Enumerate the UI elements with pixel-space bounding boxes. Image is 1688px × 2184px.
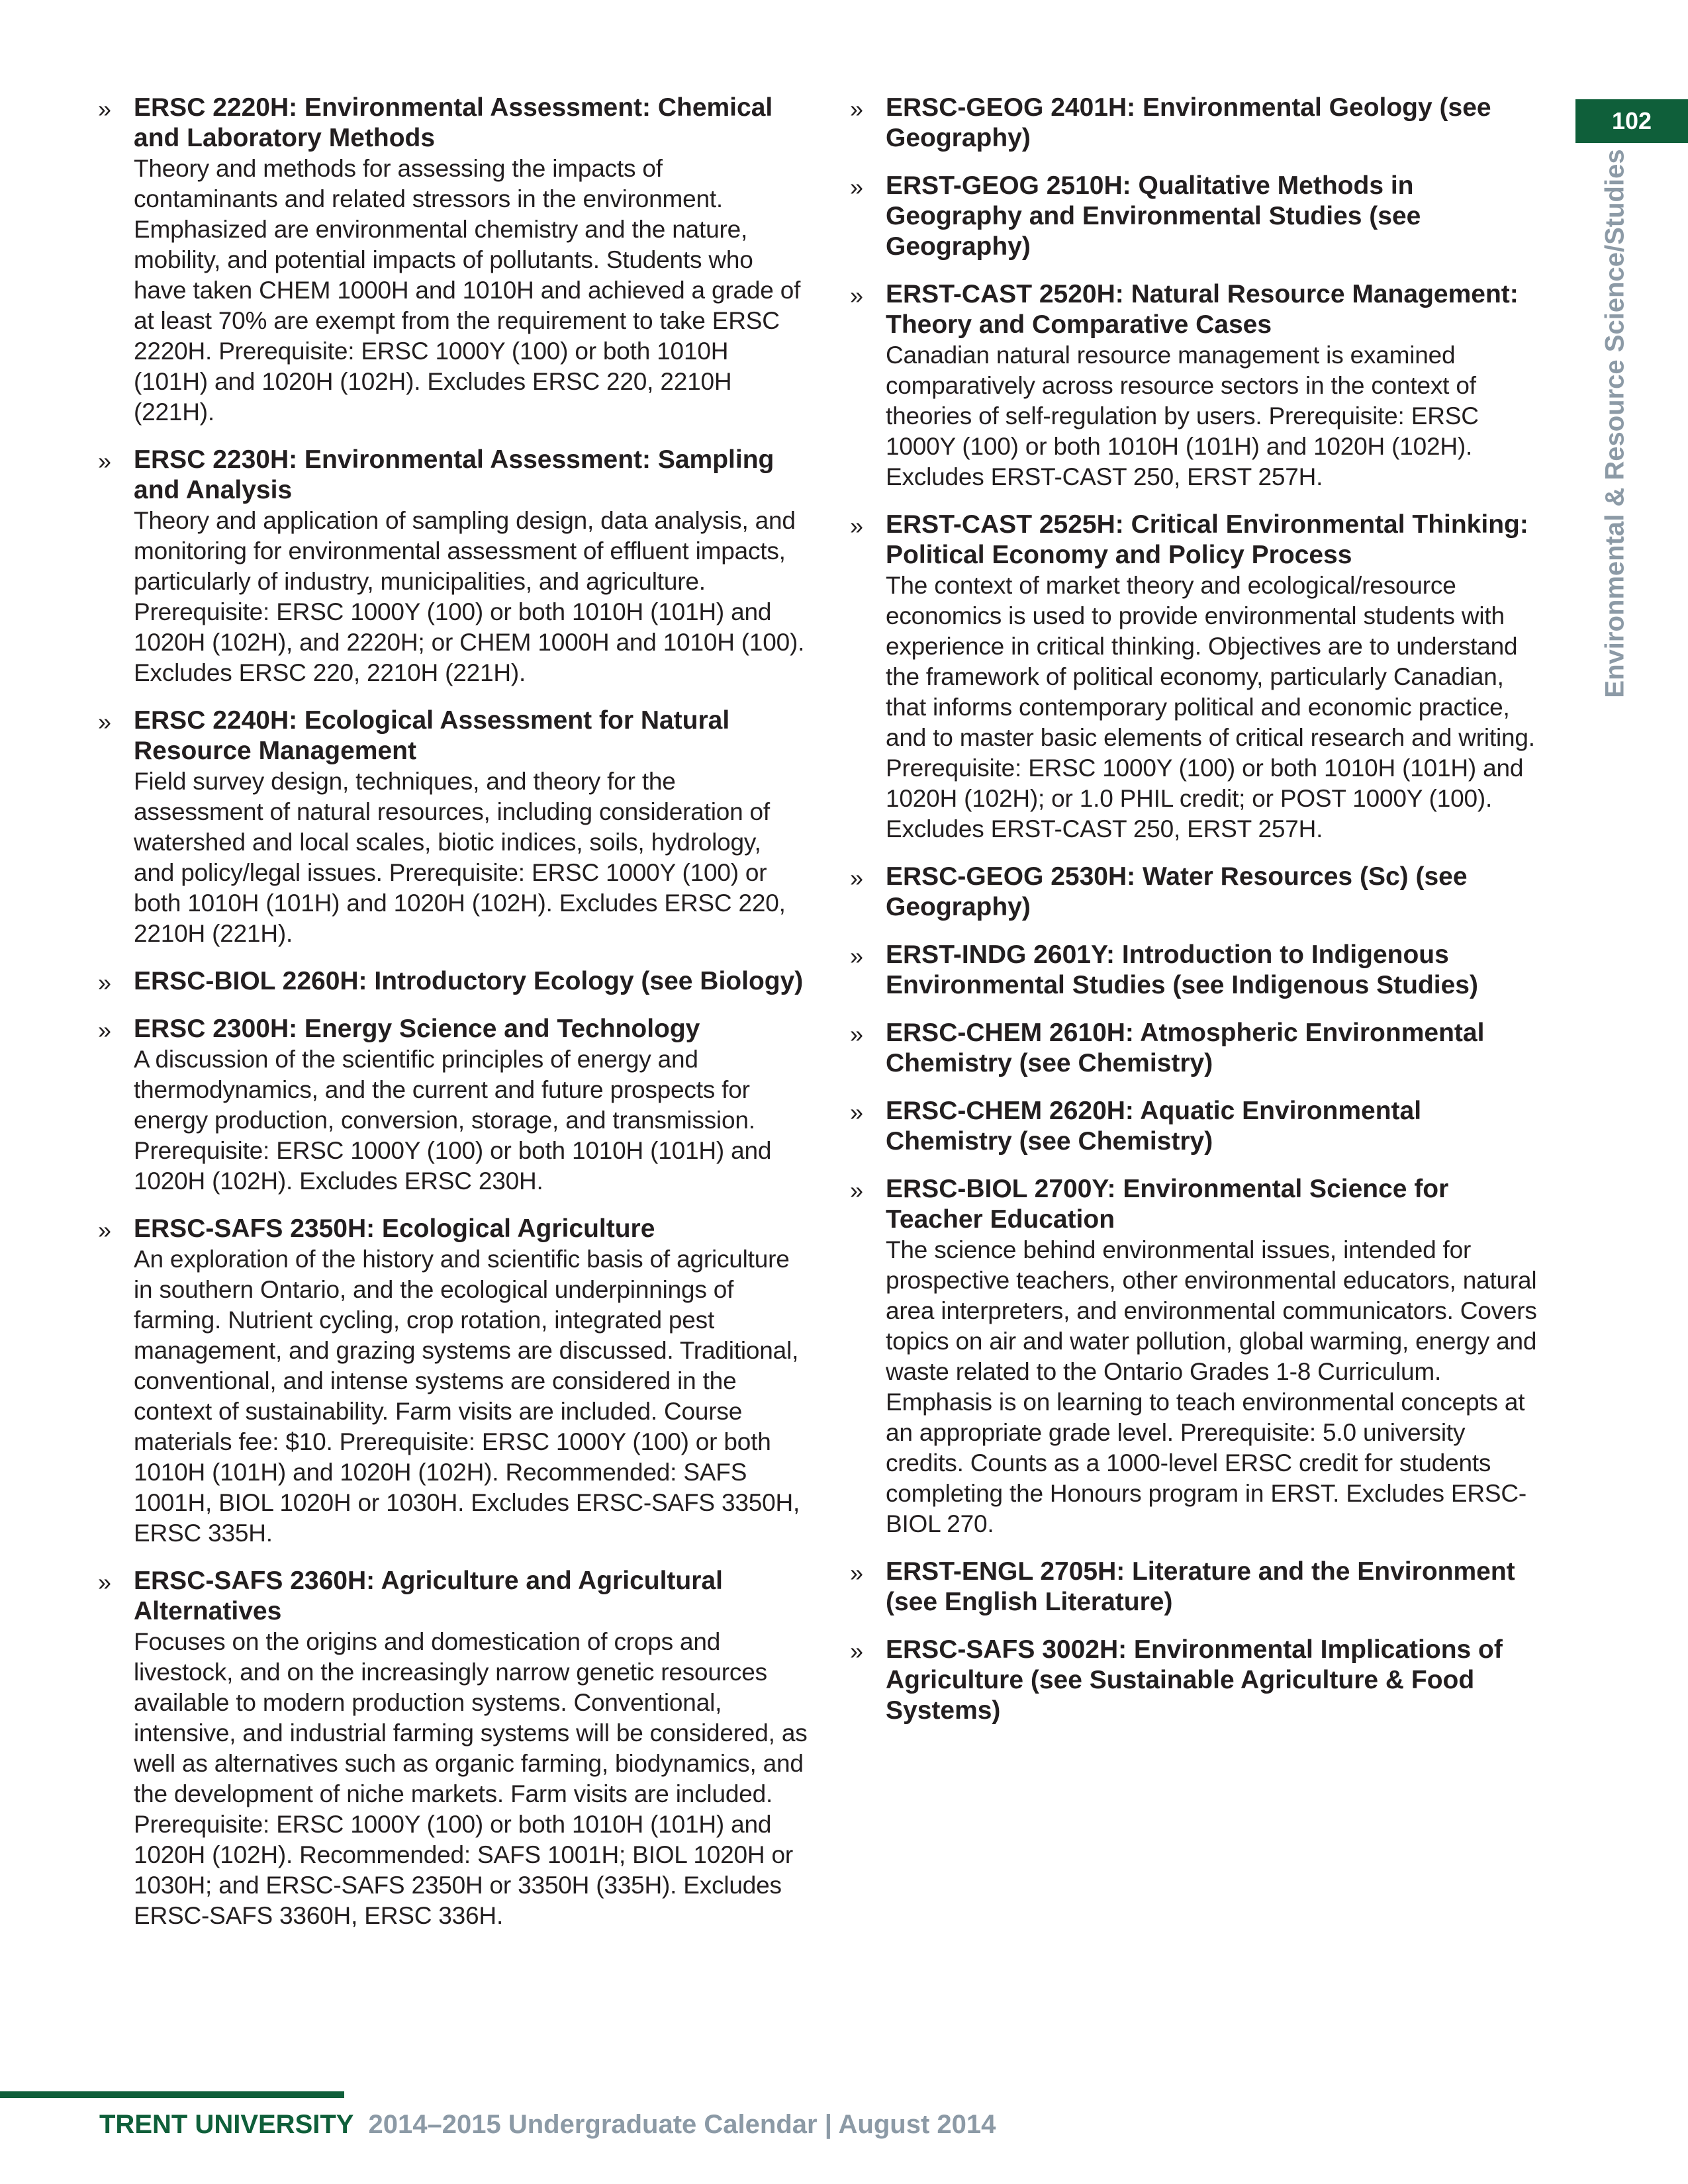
bullet-icon: » — [850, 1099, 864, 1126]
page-number-tab — [1575, 99, 1688, 143]
footer-rule — [0, 2091, 344, 2098]
course-description: Theory and methods for assessing the impacts of contaminants and related stressors in the environment. Emphasized are environmental chemistry and the nature, mobility, and potential impacts of pollutants. Students who have taken CHEM 1000H and 1010H and achieved a grade of at least 70% are exempt from the requirement to take ERSC 2220H. Prerequisite: ERSC 1000Y (100) or both 1010H (101H) and 1020H (102H). Excludes ERSC 220, 2210H (221H). — [134, 155, 801, 426]
course-title: ERST-ENGL 2705H: Literature and the Environment (see English Literature) — [886, 1557, 1515, 1616]
course-entry — [845, 279, 1546, 492]
course-description: Focuses on the origins and domestication of crops and livestock, and on the increasingly narrow genetic resources available to modern production systems. Conventional, intensive, and industrial farming systems will be considered, as well as alternatives such as organic farming, biodynamics, and the development of niche markets. Farm visits are included. Prerequisite: ERSC 1000Y (100) or both 1010H (101H) and 1020H (102H). Recommended: SAFS 1001H; BIOL 1020H or 1030H; and ERSC-SAFS 2350H or 3350H (335H). Excludes ERSC-SAFS 3360H, ERSC 336H. — [134, 1628, 808, 1929]
bullet-icon: » — [850, 1559, 864, 1586]
bullet-icon: » — [98, 1017, 112, 1044]
bullet-icon: » — [98, 95, 112, 122]
course-title: ERSC 2240H: Ecological Assessment for Natural Resource Management — [134, 706, 730, 765]
course-title: ERSC-CHEM 2620H: Aquatic Environmental Chemistry (see Chemistry) — [886, 1097, 1422, 1156]
course-entry — [93, 1214, 808, 1549]
course-entry — [845, 862, 1546, 923]
course-title: ERSC-BIOL 2260H: Introductory Ecology (see Biology) — [134, 967, 804, 995]
left-column — [93, 93, 808, 1948]
course-title: ERSC-CHEM 2610H: Atmospheric Environmental Chemistry (see Chemistry) — [886, 1019, 1485, 1077]
course-entry — [845, 940, 1546, 1001]
course-entry — [845, 171, 1546, 262]
course-title: ERST-CAST 2520H: Natural Resource Management: Theory and Comparative Cases — [886, 280, 1519, 339]
course-title: ERSC-GEOG 2530H: Water Resources (Sc) (see Geography) — [886, 862, 1468, 921]
right-column — [845, 93, 1546, 1743]
course-entry — [93, 93, 808, 428]
footer — [99, 2110, 996, 2140]
footer-calendar: 2014–2015 Undergraduate Calendar | August 2014 — [368, 2110, 996, 2139]
course-entry — [845, 1635, 1546, 1726]
course-description: The context of market theory and ecological/resource economics is used to provide environmental students with experience in critical thinking. Objectives are to understand the framework of political economy, particularly Canadian, that informs contemporary political and economic practice, and to master basic elements of critical research and writing. Prerequisite: ERSC 1000Y (100) or both 1010H (101H) and 1020H (102H); or 1.0 PHIL credit; or POST 1000Y (100). Excludes ERST-CAST 250, ERST 257H. — [886, 572, 1535, 842]
bullet-icon: » — [850, 942, 864, 970]
bullet-icon: » — [850, 864, 864, 891]
course-title: ERSC 2230H: Environmental Assessment: Sampling and Analysis — [134, 445, 774, 504]
course-title: ERSC-SAFS 3002H: Environmental Implications of Agriculture (see Sustainable Agriculture & Food Systems) — [886, 1635, 1503, 1725]
course-description: An exploration of the history and scientific basis of agriculture in southern Ontario, and the ecological underpinnings of farming. Nutrient cycling, crop rotation, integrated pest management, and grazing systems are discussed. Traditional, conventional, and intense systems are considered in the context of sustainability. Farm visits are included. Course materials fee: $10. Prerequisite: ERSC 1000Y (100) or both 1010H (101H) and 1020H (102H). Recommended: SAFS 1001H, BIOL 1020H or 1030H. Excludes ERSC-SAFS 3350H, ERSC 335H. — [134, 1246, 800, 1547]
course-title: ERSC-SAFS 2350H: Ecological Agriculture — [134, 1214, 655, 1243]
course-title: ERST-CAST 2525H: Critical Environmental Thinking: Political Economy and Policy Process — [886, 510, 1528, 569]
course-entry — [93, 705, 808, 949]
course-entry — [93, 1566, 808, 1931]
course-entry — [93, 1014, 808, 1197]
footer-university: TRENT UNIVERSITY — [99, 2110, 354, 2139]
bullet-icon: » — [98, 1216, 112, 1244]
bullet-icon: » — [98, 1569, 112, 1596]
course-title: ERSC 2300H: Energy Science and Technology — [134, 1015, 700, 1043]
course-title: ERST-INDG 2601Y: Introduction to Indigenous Environmental Studies (see Indigenous Studies) — [886, 940, 1478, 999]
course-title: ERSC 2220H: Environmental Assessment: Chemical and Laboratory Methods — [134, 93, 773, 152]
course-entry — [845, 1096, 1546, 1157]
bullet-icon: » — [850, 173, 864, 201]
course-entry — [845, 93, 1546, 154]
bullet-icon: » — [850, 1637, 864, 1664]
course-entry — [845, 510, 1546, 844]
course-entry — [845, 1174, 1546, 1539]
bullet-icon: » — [850, 1021, 864, 1048]
page-number: 102 — [1611, 107, 1652, 134]
course-entry — [93, 966, 808, 997]
course-title: ERSC-GEOG 2401H: Environmental Geology (see Geography) — [886, 93, 1491, 152]
course-description: Field survey design, techniques, and theory for the assessment of natural resources, including consideration of watershed and local scales, biotic indices, soils, hydrology, and policy/legal issues. Prerequisite: ERSC 1000Y (100) or both 1010H (101H) and 1020H (102H). Excludes ERSC 220, 2210H (221H). — [134, 768, 786, 947]
course-description: Canadian natural resource management is examined comparatively across resource sectors in the context of theories of self-regulation by users. Prerequisite: ERSC 1000Y (100) or both 1010H (101H) and 1020H (102H). Excludes ERST-CAST 250, ERST 257H. — [886, 341, 1479, 490]
section-title: Environmental & Resource Science/Studies — [1600, 149, 1630, 698]
bullet-icon: » — [98, 708, 112, 735]
course-entry — [93, 445, 808, 688]
course-description: The science behind environmental issues, intended for prospective teachers, other environmental educators, natural area interpreters, and environmental communicators. Covers topics on air and water pollution, global warming, energy and waste related to the Ontario Grades 1-8 Curriculum. Emphasis is on learning to teach environmental concepts at an appropriate grade level. Prerequisite: 5.0 university credits. Counts as a 1000-level ERSC credit for students completing the Honours program in ERST. Excludes ERSC-BIOL 270. — [886, 1236, 1537, 1537]
course-description: Theory and application of sampling design, data analysis, and monitoring for environmental assessment of effluent impacts, particularly of industry, municipalities, and agriculture. Prerequisite: ERSC 1000Y (100) or both 1010H (101H) and 1020H (102H), and 2220H; or CHEM 1000H and 1010H (100). Excludes ERSC 220, 2210H (221H). — [134, 507, 805, 686]
bullet-icon: » — [850, 95, 864, 122]
course-title: ERSC-SAFS 2360H: Agriculture and Agricultural Alternatives — [134, 1567, 723, 1625]
course-entry — [845, 1018, 1546, 1079]
course-description: A discussion of the scientific principles of energy and thermodynamics, and the current and future prospects for energy production, conversion, storage, and transmission. Prerequisite: ERSC 1000Y (100) or both 1010H (101H) and 1020H (102H). Excludes ERSC 230H. — [134, 1046, 772, 1195]
bullet-icon: » — [98, 447, 112, 475]
bullet-icon: » — [98, 969, 112, 996]
bullet-icon: » — [850, 1177, 864, 1204]
course-title: ERSC-BIOL 2700Y: Environmental Science for Teacher Education — [886, 1175, 1449, 1234]
course-entry — [845, 1557, 1546, 1617]
bullet-icon: » — [850, 282, 864, 309]
course-title: ERST-GEOG 2510H: Qualitative Methods in Geography and Environmental Studies (see Geography) — [886, 171, 1421, 261]
bullet-icon: » — [850, 512, 864, 539]
